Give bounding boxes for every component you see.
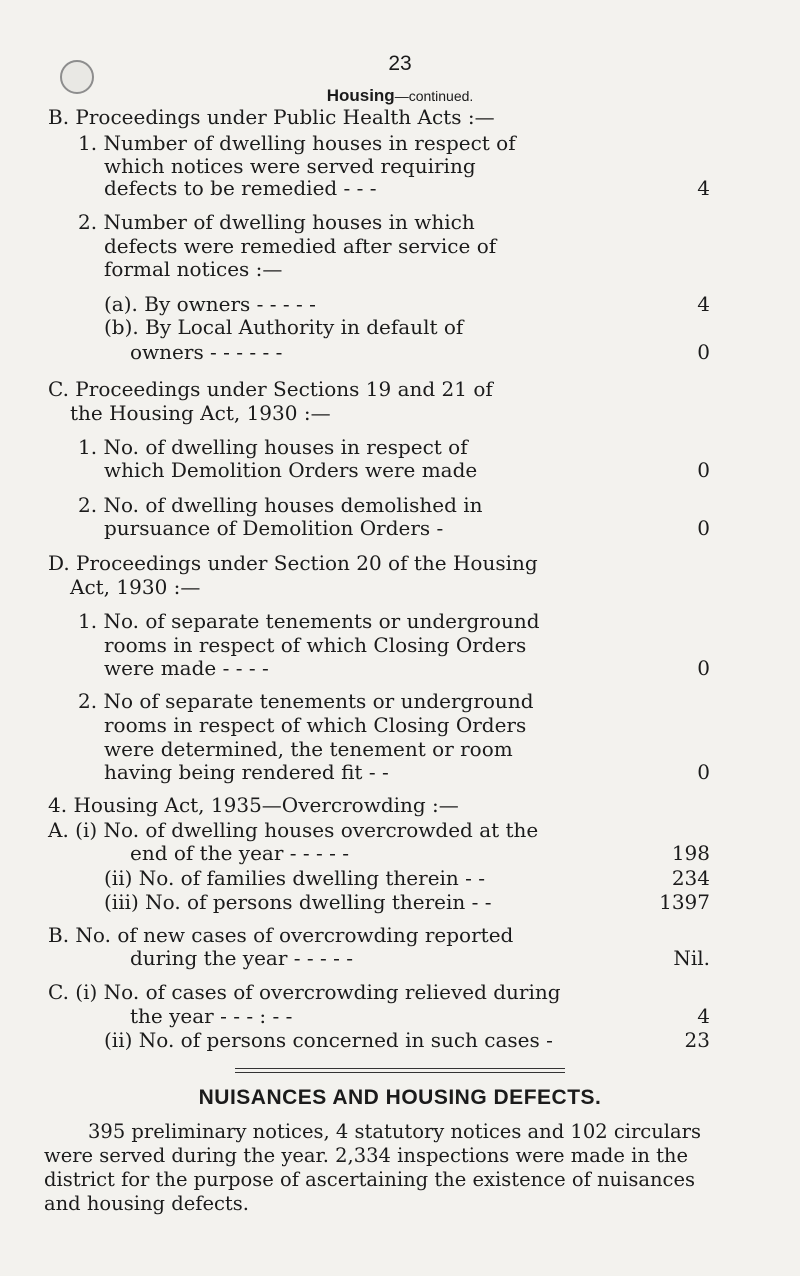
line-text: having being rendered fit - - (104, 760, 389, 784)
line-text: defects were remedied after service of (104, 234, 497, 258)
paragraph-line: 395 preliminary notices, 4 statutory notices and 102 circulars (88, 1120, 701, 1143)
line-text: pursuance of Demolition Orders - (104, 516, 444, 540)
running-head-title: Housing (326, 86, 395, 105)
line-value: 0 (697, 340, 710, 364)
line-text: formal notices :— (104, 257, 283, 281)
line-text: B. Proceedings under Public Health Acts :— (48, 105, 495, 129)
line-text: D. Proceedings under Section 20 of the Housing (48, 551, 538, 575)
line-text: (ii) No. of families dwelling therein - - (104, 866, 486, 890)
line-text: during the year - - - - - (130, 946, 353, 970)
line-text: 4. Housing Act, 1935—Overcrowding :— (48, 793, 459, 817)
line-text: C. Proceedings under Sections 19 and 21 of (48, 377, 493, 401)
line-text: were made - - - - (104, 656, 269, 680)
paragraph-line: district for the purpose of ascertaining the existence of nuisances (44, 1168, 696, 1191)
line-text: which notices were served requiring (104, 154, 476, 178)
line-text: Act, 1930 :— (70, 575, 201, 599)
line-text: the year - - - : - - (130, 1004, 293, 1028)
line-value: 0 (697, 516, 710, 540)
line-text: (iii) No. of persons dwelling therein - - (104, 890, 492, 914)
line-text: B. No. of new cases of overcrowding reported (48, 923, 514, 947)
line-text: 1. No. of dwelling houses in respect of (78, 435, 468, 459)
line-value: 4 (697, 176, 710, 200)
line-text: 2. No of separate tenements or underground (78, 689, 534, 713)
line-text: defects to be remedied - - - (104, 176, 377, 200)
line-value: 1397 (659, 890, 710, 914)
line-text: the Housing Act, 1930 :— (70, 401, 331, 425)
running-head-suffix: —continued. (394, 88, 474, 104)
line-text: (b). By Local Authority in default of (104, 315, 464, 339)
line-text: were determined, the tenement or room (104, 737, 513, 761)
section-heading: NUISANCES AND HOUSING DEFECTS. (198, 1086, 602, 1109)
line-text: 2. No. of dwelling houses demolished in (78, 493, 483, 517)
line-value: 0 (697, 656, 710, 680)
paragraph-line: and housing defects. (44, 1192, 249, 1215)
double-rule-top (235, 1068, 565, 1069)
line-text: owners - - - - - - (130, 340, 283, 364)
line-text: 1. Number of dwelling houses in respect of (78, 131, 516, 155)
line-value: 4 (697, 1004, 710, 1028)
double-rule-bottom (235, 1072, 565, 1073)
line-value: 0 (697, 458, 710, 482)
nuisances-paragraph (44, 1120, 764, 1216)
line-text: 1. No. of separate tenements or underground (78, 609, 540, 633)
line-text: C. (i) No. of cases of overcrowding relieved during (48, 980, 561, 1004)
line-value: Nil. (673, 946, 710, 970)
line-text: 2. Number of dwelling houses in which (78, 210, 475, 234)
paragraph-line: were served during the year. 2,334 inspections were made in the (44, 1144, 689, 1167)
line-text: end of the year - - - - - (130, 841, 349, 865)
line-text: (a). By owners - - - - - (104, 292, 316, 316)
line-text: rooms in respect of which Closing Orders (104, 713, 527, 737)
page-number: 23 (388, 52, 412, 75)
line-value: 198 (671, 841, 710, 865)
line-text: A. (i) No. of dwelling houses overcrowded at the (48, 818, 539, 842)
line-value: 23 (684, 1028, 710, 1052)
line-text: (ii) No. of persons concerned in such cases - (104, 1028, 553, 1052)
line-value: 0 (697, 760, 710, 784)
running-head (0, 86, 800, 106)
line-value: 234 (671, 866, 710, 890)
line-text: rooms in respect of which Closing Orders (104, 633, 527, 657)
line-text: which Demolition Orders were made (104, 458, 478, 482)
line-value: 4 (697, 292, 710, 316)
